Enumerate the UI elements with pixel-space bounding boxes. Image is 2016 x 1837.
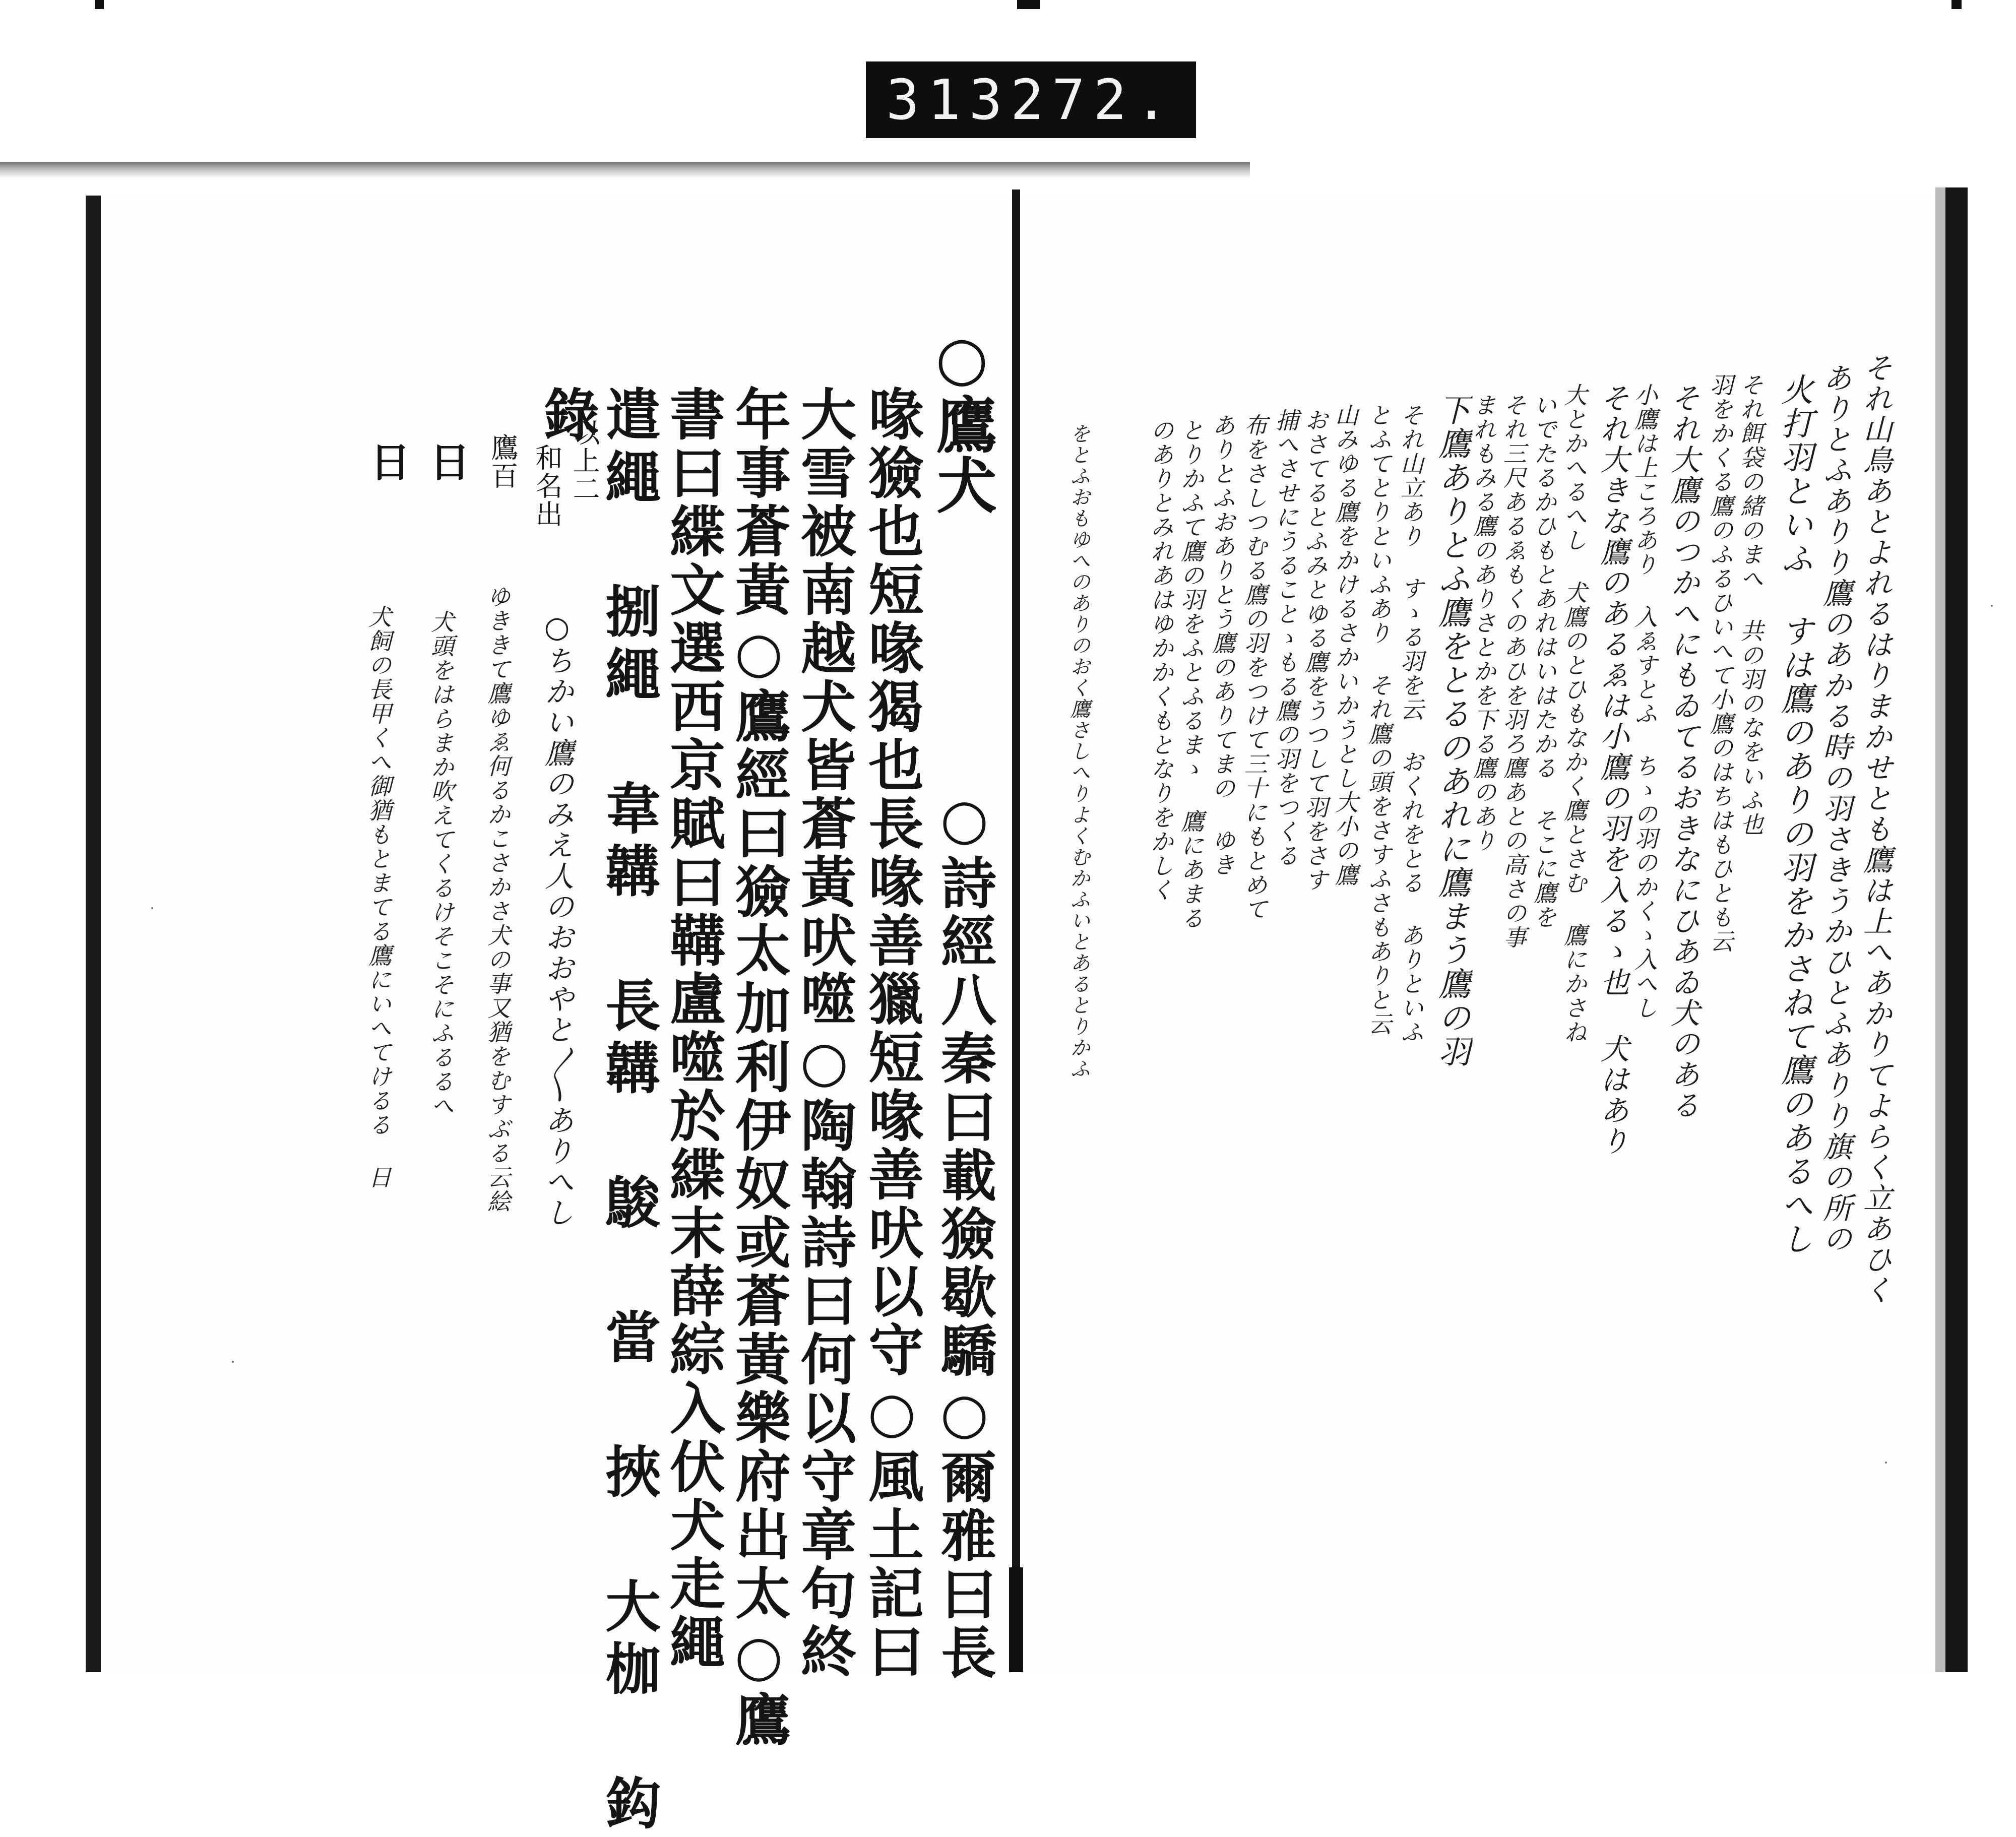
- footer-mark: 日: [363, 441, 411, 484]
- cursive-column: それ大鷹のつかへにもゐてるおきなにひあゐ犬のある: [1666, 383, 1700, 1121]
- cursive-column: とりかふて鷹の羽をふとふるまゝ 鷹にあまる: [1177, 418, 1205, 930]
- scan-speck: [1885, 1462, 1887, 1464]
- cursive-column: 捕へさせにうることゝもる鷹の羽をつくる: [1272, 408, 1299, 868]
- cursive-column: いでたるかひもとあれはいはたかる そこに鷹を: [1530, 393, 1557, 929]
- cursive-column: 羽をかくる鷹のふるひいへて小鷹のはちはもひとも云: [1707, 373, 1734, 954]
- script-column: 犬飼の長甲くへ御猶もとまてる鷹にいへてけるる 日: [365, 605, 392, 1189]
- scan-edge-mark: [1951, 0, 1962, 9]
- cursive-column: のありとみれあはゆかかくもとなりをかしく: [1147, 418, 1174, 902]
- note-column: 以上二: [569, 418, 600, 503]
- archive-number-left: 313: [886, 68, 1011, 132]
- scan-speck: [151, 907, 153, 909]
- cursive-column: 布をさしつむる鷹の羽をつけて三十にもとめて: [1241, 413, 1268, 921]
- scan-speck: [1991, 605, 1993, 607]
- text-column: 大雪被南越犬皆蒼黃吠噬○陶翰詩曰何以守章句終: [792, 386, 857, 1681]
- archive-number-label: [866, 61, 1196, 138]
- cursive-column: とふてとりといふあり それ鷹の頭をさすふさもありと云: [1365, 403, 1392, 1036]
- scan-edge-mark: [95, 0, 104, 9]
- cursive-column: 大とかへるへし 犬鷹のとひもなかく鷹とさむ 鷹にかさね: [1560, 383, 1588, 1044]
- text-column: ○詩經八秦曰載獫歇驕○爾雅曰長: [932, 786, 997, 1682]
- archive-number-right: 272.: [1010, 68, 1176, 132]
- cursive-column: それ山立あり すゝる羽を云 おくれをとる ありといふ: [1397, 403, 1424, 1044]
- book-gutter: [1012, 189, 1020, 1672]
- text-column: 年事蒼黃○鷹經曰獫太加利伊奴或蒼黃樂府出太○鷹: [726, 386, 791, 1749]
- cursive-column: ありとふありり鷹のあかる時の羽さきうかひとふありり旗の所の: [1818, 363, 1852, 1254]
- script-column: 犬頭をはらまか吹えてくるけそこそにふるるへ: [427, 610, 455, 1118]
- section-heading: ○鷹犬: [926, 323, 997, 515]
- text-column: 喙獫也短喙猲也長喙善獵短喙善吠以守○風土記曰: [859, 386, 924, 1681]
- cursive-column: まれもみる鷹のありさとかを下る鷹のあり: [1470, 393, 1497, 853]
- page-edge-stack: [1935, 187, 1945, 1672]
- cursive-column: 山みゆる鷹をかけるさかいかうとし大小の鷹: [1332, 403, 1359, 887]
- cursive-column: おさてるとふみとゆる鷹をうつして羽をさす: [1301, 408, 1329, 892]
- book-cover-edge: [1945, 187, 1968, 1672]
- footer-mark: 日: [423, 441, 470, 484]
- cursive-column: それ餌袋の緒のまへ 共の羽のなをいふ也: [1737, 373, 1764, 837]
- cursive-column: それ山鳥あとよれるはりまかせとも鷹は上へあかりてよらく立あひく: [1858, 353, 1893, 1306]
- text-column-roku: 錄: [535, 386, 600, 444]
- cursive-column: をとふおもゆへのありのおく鷹さしへりよくむかふいとあるとりかふ: [1067, 423, 1090, 1080]
- cursive-column: それ大きな鷹のあるゑは小鷹の羽を入るゝ也 犬はあり: [1595, 383, 1629, 1157]
- cursive-column: 小鷹は上ころあり 入ゑすとふ ちゝの羽のかくゝ入へし: [1631, 383, 1658, 1020]
- text-column: 遣繩 捌繩 韋韝 長韝 鵔 當 挾 大枷 鈎: [596, 386, 661, 1837]
- cursive-column: 下鷹ありとふ鷹をとるのあれに鷹まう鷹の羽: [1433, 393, 1470, 1068]
- book-gutter-shadow: [1009, 1567, 1023, 1672]
- binding-shadow: [0, 162, 1250, 178]
- cursive-column: それ三尺あるゑもくのあひを羽ろ鷹あとの高さの事: [1500, 393, 1527, 949]
- text-column: 書曰緤文選西京賦曰鞲盧噬於緤末薛綜入伏犬走繩: [661, 386, 726, 1672]
- script-column: ○ちかい鷹のみえ人のおおやと〳〵ありへし: [540, 610, 574, 1228]
- scan-edge-mark: [1017, 0, 1040, 9]
- scan-speck: [232, 1361, 234, 1363]
- cursive-column: ありとふおありとう鷹のありてまの ゆき: [1209, 413, 1236, 877]
- note-column: 鷹百: [487, 433, 519, 490]
- note-column: 和名出: [531, 444, 563, 528]
- cursive-column: 火打羽といふ すは鷹のありの羽をかさねて鷹のあるへし: [1776, 373, 1813, 1256]
- script-column: ゆききて鷹ゆゑ何るかこさかさ犬の事又猶をむすぶる云絵: [484, 585, 511, 1214]
